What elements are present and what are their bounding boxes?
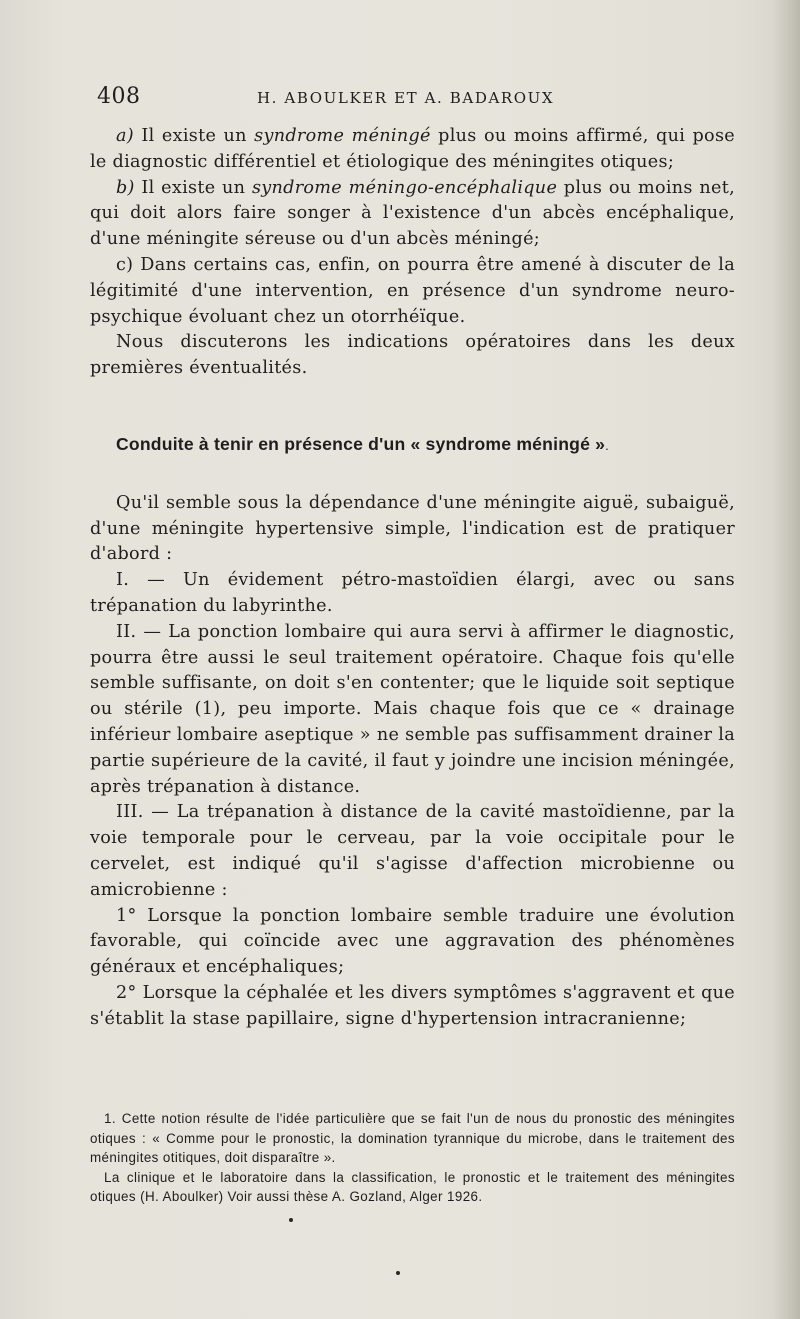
paragraph-2nd: 2° Lorsque la céphalée et les divers symptômes s'aggravent et que s'établit la stase papillaire, signe d'hypertension intracranienne; bbox=[90, 982, 735, 1029]
ink-speck bbox=[396, 1271, 400, 1275]
paragraph-III: III. — La trépanation à distance de la cavité mastoïdienne, par la voie temporale pour le cerveau, par la voie occipitale pour le cervelet, est indiqué qu'il s'agisse d'affection microbienne ou amicrobienne : bbox=[90, 802, 735, 900]
paragraph-c: c) Dans certains cas, enfin, on pourra être amené à discuter de la légitimité d'une intervention, en présence d'un syndrome neuro-psychique évoluant chez un otorrhéïque. bbox=[90, 254, 735, 327]
body-text bbox=[90, 124, 735, 1033]
paragraph-b-lead: Il existe un bbox=[134, 177, 252, 198]
page-header bbox=[97, 84, 737, 114]
ink-speck bbox=[289, 1218, 293, 1222]
paragraph-a-rest: plus ou moins affirmé, qui pose le diagnostic différentiel et étiologique des méningites otiques; bbox=[90, 126, 735, 172]
paragraph-discussion: Nous discuterons les indications opératoires dans les deux premières éventualités. bbox=[90, 332, 735, 379]
emphasis-syndrome-meninge: syndrome méningé bbox=[254, 126, 431, 146]
paragraph-I: I. — Un évidement pétro-mastoïdien élargi, avec ou sans trépanation du labyrinthe. bbox=[90, 570, 735, 616]
paragraph-b bbox=[90, 176, 735, 253]
paragraph-II: II. — La ponction lombaire qui aura servi à affirmer le diagnostic, pourra être aussi le seul traitement opératoire. Chaque fois qu'elle semble suffisante, on doit s'en contenter; que le liquide soit septique ou stérile (1), peu importe. Mais chaque fois que ce « drainage inférieur lombaire aseptique » ne semble pas suffisamment drainer la partie supérieure de la cavité, il faut y joindre une incision méningée, après trépanation à distance. bbox=[90, 621, 735, 797]
section-heading-text: Conduite à tenir en présence d'un « syndrome méningé » bbox=[116, 433, 606, 454]
paragraph-1st: 1° Lorsque la ponction lombaire semble traduire une évolution favorable, qui coïncide avec une aggravation des phénomènes généraux et encéphaliques; bbox=[90, 905, 735, 978]
footnote-1: 1. Cette notion résulte de l'idée particulière que se fait l'un de nous du pronostic des méningites otiques : « Comme pour le pronostic, la domination tyrannique du microbe, dans le traitement des méningites otitiques, doit disparaître ». bbox=[90, 1111, 735, 1166]
paragraph-b-rest: plus ou moins net, qui doit alors faire songer à l'existence d'un abcès encéphalique, d'une méningite séreuse ou d'un abcès méningé; bbox=[90, 177, 735, 250]
running-head: H. ABOULKER ET A. BADAROUX bbox=[257, 89, 555, 107]
emphasis-syndrome-meningo-encephalique: syndrome méningo-encéphalique bbox=[251, 177, 558, 198]
page-edge-shadow bbox=[772, 0, 800, 1319]
paragraph-intro: Qu'il semble sous la dépendance d'une méningite aiguë, subaiguë, d'une méningite hypertensive simple, l'indication est de pratiquer d'abord : bbox=[90, 492, 735, 565]
item-label-b: b) bbox=[116, 177, 135, 198]
section-heading-period: . bbox=[605, 437, 609, 453]
page-number: 408 bbox=[97, 84, 141, 109]
footnote-1-continued: La clinique et le laboratoire dans la classification, le pronostic et le traitement des méningites otiques (H. Aboulker) Voir aussi thèse A. Gozland, Alger 1926. bbox=[90, 1169, 735, 1205]
footnotes bbox=[90, 1109, 735, 1207]
item-label-a: a) bbox=[116, 126, 134, 146]
section-heading bbox=[90, 432, 735, 459]
paragraph-a bbox=[90, 124, 735, 176]
paragraph-a-lead: Il existe un bbox=[133, 126, 255, 146]
